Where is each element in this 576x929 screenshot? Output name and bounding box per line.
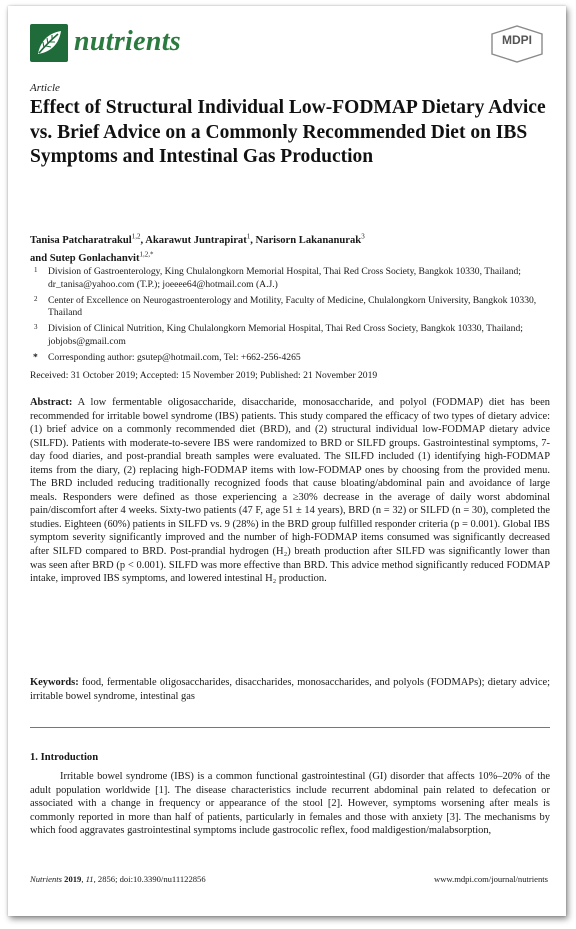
publisher-logo xyxy=(488,24,546,64)
abstract-text: A low fermentable oligosaccharide, disaccharide, monosaccharide, and polyol (FODMAP) diet has been recommended for irritable bowel syndrome (IBS) patients. This study compared the efficacy of two types of dietary advice: (1) brief advice on a commonly recommended diet (BRD), and (2) structural individual low-FODMAP dietary advice (SILFD). Patients with moderate-to-severe IBS were randomized to BRD or SILFD groups. Gastrointestinal symptoms, 7-day food diaries, and post-prandial breath samples were evaluated. The SILFD included (1) identifying high-FODMAP items from the diary, (2) replacing high-FODMAP items with low-FODMAP ones by choosing from the provided menu. The BRD included reducing traditionally recognized foods that cause bloating/abdominal pain and avoidance of large meals. Responders were defined as those experiencing a ≥30% decrease in the average of daily worst abdominal pain/discomfort after 4 weeks. Sixty-two patients (47 F, age 51 ± 14 years), BRD (n = 32) or SILFD (n = 30), completed the studies. Eighteen (60%) patients in SILFD vs. 9 (28%) in the BRD group fulfilled responder criteria (p = 0.001). Global IBS symptom severity significantly improved and the number of high-FODMAP items consumed was significantly decreased after SILFD compared to BRD. Post-prandial hydrogen (H₂) breath production after SILFD was significantly lower than was seen after BRD (p < 0.001). SILFD was more effective than BRD. This advice method significantly reduced FODMAP intake, improved IBS symptoms, and lowered intestinal H₂ production. xyxy=(30,397,550,585)
footer-citation: Nutrients 2019, 11, 2856; doi:10.3390/nu11122856 xyxy=(30,874,206,884)
author-list xyxy=(30,229,550,266)
keywords-label: Keywords: xyxy=(30,677,79,688)
author: Akarawut Juntrapirat$^1$, xyxy=(145,232,256,246)
section-heading: 1. Introduction xyxy=(30,752,99,763)
keywords-text: food, fermentable oligosaccharides, disaccharides, monosaccharides, and polyols (FODMAPs); dietary advice; irritable bowel syndrome, intestinal gas xyxy=(30,677,551,702)
affiliations xyxy=(30,266,550,368)
nutrients-logo-icon xyxy=(30,24,68,62)
introduction-text: Irritable bowel syndrome (IBS) is a common functional gastrointestinal (GI) disorder that affects 10%–20% of the adult population worldwide [1]. The disease characteristics include recurrent abdominal pain related to defecation or associated with a change in frequency or appearance of the stool [2]. However, symptoms worsening after meals is commonly reported in more than half of patients, particularly in females and those with anxiety [3]. The mechanisms by which food aggravates gastrointestinal symptoms include gastrocolic reflex, food maldigestion/malabsorption, xyxy=(30,771,550,837)
publication-dates: Received: 31 October 2019; Accepted: 15 November 2019; Published: 21 November 2019 xyxy=(30,370,378,381)
article-type: Article xyxy=(30,82,60,94)
journal-name: nutrients xyxy=(74,26,181,57)
abstract xyxy=(30,396,550,586)
article-page xyxy=(8,6,566,916)
keywords xyxy=(30,676,550,703)
affiliation-item: 2 Center of Excellence on Neurogastroenterology and Motility, Faculty of Medicine, Chulalongkorn University, Bangkok 10330, Thailand xyxy=(34,294,537,319)
author: Narisorn Lakananurak$^3$ xyxy=(255,232,365,246)
affiliation-item: 1 Division of Gastroenterology, King Chulalongkorn Memorial Hospital, Thai Red Cross Society, Bangkok 10330, Thailand; dr_tanisa@yahoo.com (T.P.); joeeee64@hotmail.com (A.J.) xyxy=(34,266,521,290)
abstract-label: Abstract: xyxy=(30,397,73,408)
affiliation-item: 3 Division of Clinical Nutrition, King Chulalongkorn Memorial Hospital, Thai Red Cross Society, Bangkok 10330, Thailand; jobjobs@gmail.com xyxy=(34,323,523,347)
footer-url[interactable]: www.mdpi.com/journal/nutrients xyxy=(433,874,548,884)
article-title: Effect of Structural Individual Low-FODMAP Dietary Advice vs. Brief Advice on a Commonly Recommended Diet on IBS Symptoms and Intestinal Gas Production xyxy=(30,97,546,167)
author: Tanisa Patcharatrakul$^{1,2}$, xyxy=(30,232,146,246)
journal-header xyxy=(30,24,548,64)
author: and Sutep Gonlachanvit$^{1,2,*}$ xyxy=(30,250,154,265)
section-divider xyxy=(30,727,550,728)
corresponding-author: * Corresponding author: gsutep@hotmail.com, Tel: +662-256-4265 xyxy=(33,351,301,363)
publisher-name: MDPI xyxy=(502,33,532,47)
